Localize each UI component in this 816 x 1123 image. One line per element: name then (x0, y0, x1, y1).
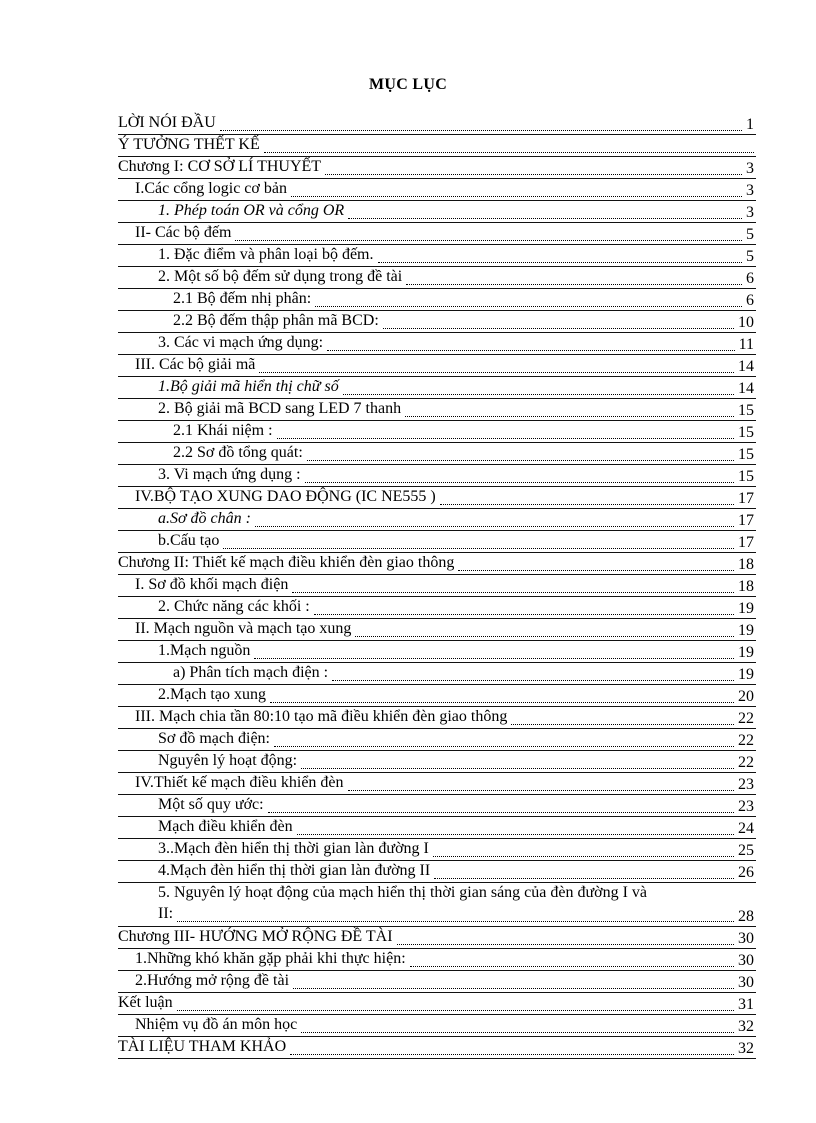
toc-leader (434, 878, 734, 879)
toc-entry-title: TÀI LIỆU THAM KHẢO (118, 1038, 287, 1055)
toc-entry[interactable] (118, 861, 756, 883)
toc-leader (235, 240, 742, 241)
toc-entry-page: 3 (746, 204, 754, 221)
toc-leader (511, 724, 734, 725)
toc-entry[interactable] (118, 179, 756, 201)
toc-entry[interactable] (118, 157, 756, 179)
toc-entry-page: 3 (746, 160, 754, 177)
toc-leader (301, 768, 734, 769)
toc-leader (355, 636, 734, 637)
toc-entry[interactable] (118, 839, 756, 861)
toc-entry-page: 18 (738, 556, 754, 573)
toc-entry-page: 14 (738, 358, 754, 375)
toc-entry[interactable] (118, 971, 756, 993)
toc-entry[interactable] (118, 1015, 756, 1037)
toc-entry-title: I.Các cổng logic cơ bản (135, 180, 287, 197)
toc-entry[interactable] (118, 751, 756, 773)
toc-entry[interactable] (118, 729, 756, 751)
toc-entry[interactable] (118, 927, 756, 949)
toc-leader (406, 284, 742, 285)
toc-leader (268, 812, 734, 813)
toc-entry-title: 1. Đặc điểm và phân loại bộ đếm. (158, 246, 374, 263)
toc-leader (327, 350, 735, 351)
toc-leader (264, 152, 754, 153)
toc-entry-title: Nguyên lý hoạt động: (158, 752, 298, 769)
toc-entry-title: Mạch điều khiển đèn (158, 818, 293, 835)
toc-entry-page: 10 (738, 314, 754, 331)
toc-entry[interactable] (118, 773, 756, 795)
toc-entry-page: 1 (746, 116, 754, 133)
toc-entry-title: Ý TƯỞNG THẾT KẾ (118, 136, 260, 153)
toc-entry-title: Chương III- HƯỚNG MỞ RỘNG ĐỀ TÀI (118, 928, 393, 945)
toc-entry-title: a.Sơ đồ chân : (158, 510, 251, 527)
toc-leader (315, 306, 742, 307)
toc-leader (274, 746, 734, 747)
toc-entry-page: 5 (746, 226, 754, 243)
toc-entry-title: Chương II: Thiết kế mạch điều khiển đèn giao thông (118, 554, 455, 571)
toc-entry-title-cont: II: (158, 905, 174, 922)
toc-entry-page: 15 (738, 468, 754, 485)
toc-entry-title: 3. Các vi mạch ứng dụng: (158, 334, 324, 351)
toc-entry-page: 6 (746, 292, 754, 309)
toc-entry-page: 3 (746, 182, 754, 199)
toc-entry[interactable] (118, 641, 756, 663)
toc-entry-title: I. Sơ đồ khối mạch điện (135, 576, 289, 593)
toc-entry[interactable] (118, 883, 756, 927)
toc-leader (348, 218, 742, 219)
toc-entry[interactable] (118, 487, 756, 509)
toc-entry-page: 19 (738, 666, 754, 683)
toc-entry[interactable] (118, 553, 756, 575)
toc-entry-page: 14 (738, 380, 754, 397)
toc-entry-title: 1.Bộ giải mã hiển thị chữ số (158, 378, 339, 395)
toc-entry-title: 2.Mạch tạo xung (158, 686, 266, 703)
toc-entry-page: 23 (738, 776, 754, 793)
toc-entry-page: 19 (738, 644, 754, 661)
toc-leader (378, 262, 742, 263)
toc-entry-title: Sơ đồ mạch điện: (158, 730, 270, 747)
toc-leader (433, 856, 734, 857)
toc-entry-page: 22 (738, 710, 754, 727)
toc-leader (307, 460, 734, 461)
toc-entry-page: 17 (738, 512, 754, 529)
toc-entry[interactable] (118, 993, 756, 1015)
toc-entry-title: Một số quy ước: (158, 796, 264, 813)
toc-entry-page: 30 (738, 930, 754, 947)
toc-entry-title: LỜI NÓI ĐẦU (118, 114, 216, 131)
toc-entry-page: 31 (738, 996, 754, 1013)
toc-entry[interactable] (118, 201, 756, 223)
toc-entry-page: 23 (738, 798, 754, 815)
toc-entry[interactable] (118, 289, 756, 311)
toc-entry-title: 1.Mạch nguồn (158, 642, 251, 659)
toc-entry-page: 15 (738, 446, 754, 463)
toc-entry[interactable] (118, 465, 756, 487)
toc-entry-page: 15 (738, 424, 754, 441)
toc-entry-title: 2. Chức năng các khối : (158, 598, 310, 615)
toc-entry[interactable] (118, 113, 756, 135)
toc-leader (325, 174, 742, 175)
toc-leader (332, 680, 734, 681)
toc-entry-page: 5 (746, 248, 754, 265)
toc-leader (293, 988, 734, 989)
toc-entry[interactable] (118, 355, 756, 377)
toc-entry[interactable] (118, 663, 756, 685)
toc-leader (410, 966, 734, 967)
toc-leader (343, 394, 734, 395)
toc-entry[interactable] (118, 399, 756, 421)
toc-entry-page: 11 (738, 336, 754, 353)
toc-leader (458, 570, 734, 571)
toc-entry-page: 32 (738, 1018, 754, 1035)
toc-leader (259, 372, 734, 373)
toc-leader (177, 1010, 734, 1011)
toc-leader (223, 548, 734, 549)
toc-leader (440, 504, 734, 505)
toc-entry[interactable] (118, 707, 756, 729)
toc-entry-title: II- Các bộ đếm (135, 224, 232, 241)
toc-entry[interactable] (118, 311, 756, 333)
toc-leader (290, 1054, 734, 1055)
toc-leader (277, 438, 734, 439)
toc-entry[interactable] (118, 1037, 756, 1059)
toc-entry-title: IV.Thiết kế mạch điều khiển đèn (135, 774, 344, 791)
toc-entry-title: b.Cấu tạo (158, 532, 220, 549)
toc-entry[interactable] (118, 135, 756, 157)
toc-entry-page: 28 (738, 908, 754, 925)
toc-entry-title: IV.BỘ TẠO XUNG DAO ĐỘNG (IC NE555 ) (135, 488, 436, 505)
toc-entry-page: 30 (738, 952, 754, 969)
toc-entry-title: 5. Nguyên lý hoạt động của mạch hiển thị thời gian sáng của đèn đường I và (158, 884, 648, 901)
toc-entry-title: Kết luận (118, 994, 173, 1011)
toc-entry[interactable] (118, 377, 756, 399)
toc-entry[interactable] (118, 333, 756, 355)
toc-leader (348, 790, 734, 791)
toc-entry[interactable] (118, 531, 756, 553)
toc-entry-title: Chương I: CƠ SỞ LÍ THUYẾT (118, 158, 322, 175)
toc-entry-title: 2.2 Sơ đồ tổng quát: (173, 444, 303, 461)
toc-entry-page: 26 (738, 864, 754, 881)
toc-entry-title: III. Các bộ giải mã (135, 356, 256, 373)
toc-leader (383, 328, 734, 329)
toc-entry[interactable] (118, 421, 756, 443)
toc-entry-title: 3..Mạch đèn hiển thị thời gian làn đường I (158, 840, 429, 857)
toc-leader (405, 416, 734, 417)
toc-entry-page: 32 (738, 1040, 754, 1057)
toc-leader (314, 614, 734, 615)
toc-leader (297, 834, 734, 835)
toc-leader (177, 921, 734, 922)
toc-entry-page: 22 (738, 732, 754, 749)
toc-leader (255, 526, 734, 527)
toc-entry-page: 17 (738, 534, 754, 551)
toc-entry-title: 3. Vi mạch ứng dụng : (158, 466, 301, 483)
toc-entry-page: 25 (738, 842, 754, 859)
toc-entry[interactable] (118, 509, 756, 531)
toc-entry-page: 24 (738, 820, 754, 837)
toc-entry-page: 22 (738, 754, 754, 771)
toc-entry[interactable] (118, 949, 756, 971)
toc-entry[interactable] (118, 575, 756, 597)
toc-entry-title: 4.Mạch đèn hiển thị thời gian làn đường II (158, 862, 431, 879)
toc-entry-page: 17 (738, 490, 754, 507)
toc-entry-page: 19 (738, 622, 754, 639)
table-of-contents (118, 113, 756, 1059)
toc-entry-title: 2. Bộ giải mã BCD sang LED 7 thanh (158, 400, 402, 417)
toc-leader (270, 702, 734, 703)
toc-entry-page: 6 (746, 270, 754, 287)
toc-entry[interactable] (118, 685, 756, 707)
toc-entry[interactable] (118, 267, 756, 289)
toc-entry-title: a) Phân tích mạch điện : (173, 664, 329, 681)
toc-leader (220, 130, 742, 131)
toc-entry-page: 20 (738, 688, 754, 705)
toc-entry[interactable] (118, 619, 756, 641)
toc-entry-title: 2.1 Bộ đếm nhị phân: (173, 290, 312, 307)
toc-leader (301, 1032, 734, 1033)
toc-leader (292, 592, 734, 593)
toc-entry-page: 18 (738, 578, 754, 595)
toc-entry[interactable] (118, 223, 756, 245)
toc-entry[interactable] (118, 245, 756, 267)
toc-leader (254, 658, 734, 659)
toc-entry-title: Nhiệm vụ đồ án môn học (135, 1016, 298, 1033)
toc-entry-page: 19 (738, 600, 754, 617)
toc-entry[interactable] (118, 817, 756, 839)
toc-entry[interactable] (118, 597, 756, 619)
toc-entry-title: 1.Những khó khăn gặp phải khi thực hiện: (135, 950, 406, 967)
toc-entry[interactable] (118, 443, 756, 465)
page-title: MỤC LỤC (368, 76, 448, 93)
toc-entry-title: 2.Hướng mở rộng đề tài (135, 972, 290, 989)
toc-entry-page: 30 (738, 974, 754, 991)
toc-entry[interactable] (118, 795, 756, 817)
toc-entry-title: 1. Phép toán OR và cổng OR (158, 202, 345, 219)
toc-leader (305, 482, 734, 483)
toc-leader (291, 196, 742, 197)
toc-entry-title: 2. Một số bộ đếm sử dụng trong đề tài (158, 268, 403, 285)
toc-entry-title: III. Mạch chia tần 80:10 tạo mã điều khiển đèn giao thông (135, 708, 508, 725)
toc-entry-title: 2.2 Bộ đếm thập phân mã BCD: (173, 312, 379, 329)
toc-entry-title: II. Mạch nguồn và mạch tạo xung (135, 620, 352, 637)
toc-leader (397, 944, 734, 945)
toc-entry-page: 15 (738, 402, 754, 419)
toc-entry-title: 2.1 Khái niệm : (173, 422, 273, 439)
